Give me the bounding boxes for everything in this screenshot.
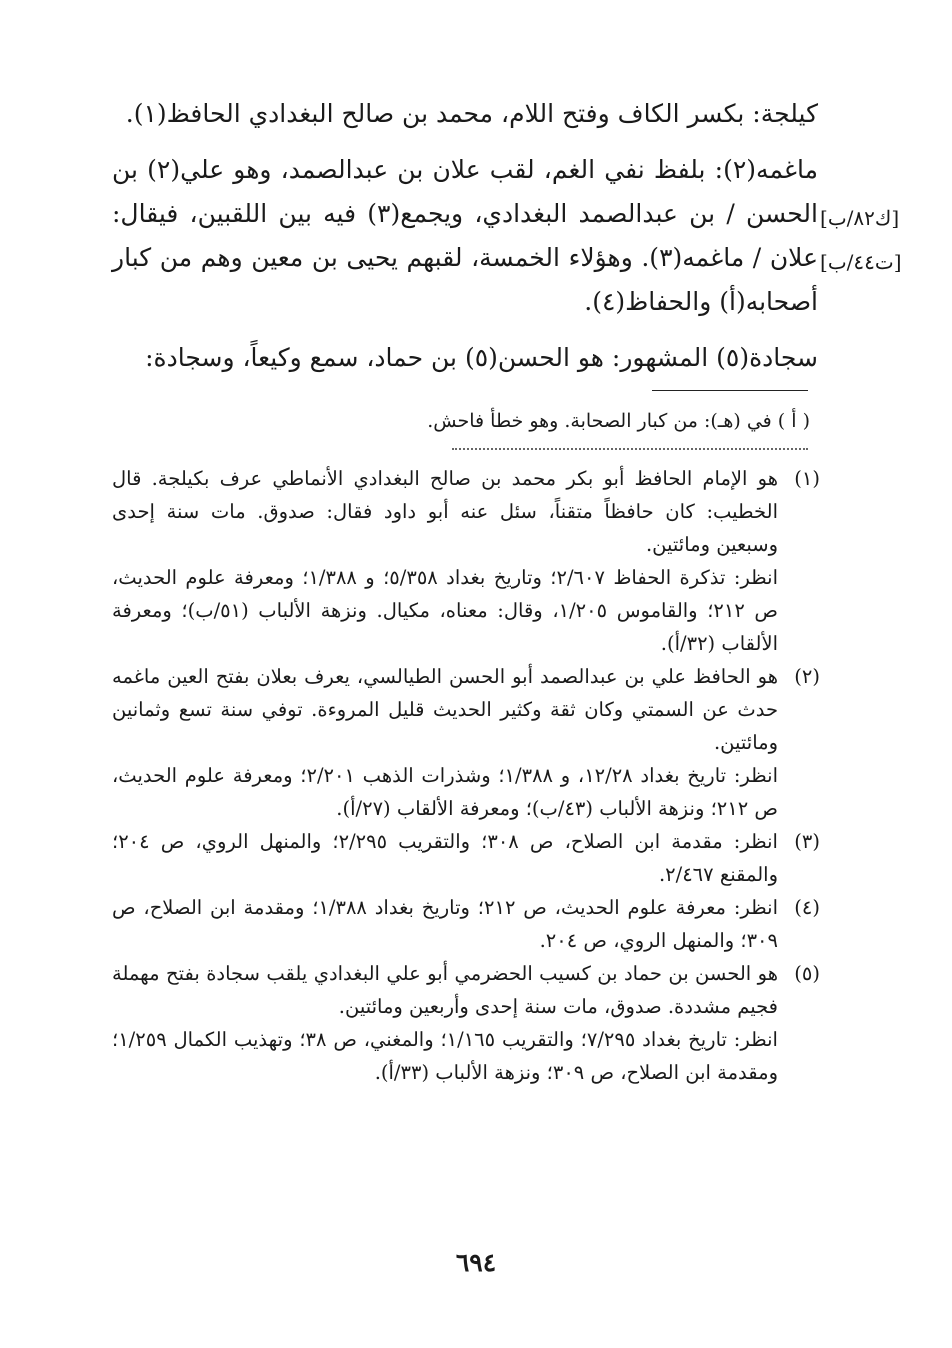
footnote-refs: انظر: مقدمة ابن الصلاح، ص ٣٠٨؛ والتقريب ٢/٢٩٥؛ والمنهل الروي، ص ٢٠٤؛ والمقنع ٢/٤٦٧. xyxy=(112,830,778,886)
footnote-number: (٣) xyxy=(794,830,820,853)
variant-note: ( أ ) في (هـ): من كبار الصحابة. وهو خطأ فاحش. xyxy=(427,410,810,432)
entry-sajjada: سجادة(٥) المشهور: هو الحسن(٥) بن حماد، سمع وكيعاً، وسجادة: xyxy=(145,343,818,372)
footnote-number: (٢) xyxy=(794,665,820,688)
footnote-number: (٥) xyxy=(794,962,820,985)
footnote xyxy=(112,660,820,825)
footnote-number: (٤) xyxy=(794,896,820,919)
entry-kilja: كيلجة: بكسر الكاف وفتح اللام، محمد بن صالح البغدادي الحافظ(١). xyxy=(125,99,818,128)
footnote-refs: انظر: معرفة علوم الحديث، ص ٢١٢؛ وتاريخ بغداد ١/٣٨٨؛ ومقدمة ابن الصلاح، ص ٣٠٩؛ والمنهل الروي، ص ٢٠٤. xyxy=(112,896,778,952)
footnote xyxy=(112,462,820,660)
footnote-text: هو الحسن بن حماد بن كسيب الحضرمي أبو علي البغدادي يلقب سجادة بفتح مهملة فجيم مشددة. صدوق، مات سنة إحدى وأربعين ومائتين. xyxy=(112,962,778,1018)
dotted-separator xyxy=(452,448,808,450)
footnote xyxy=(112,957,820,1089)
margin-ref-k: [ك٨٢/ب] xyxy=(820,206,900,230)
footnote-text: هو الإمام الحافظ أبو بكر محمد بن صالح البغدادي الأنماطي عرف بكيلجة. قال الخطيب: كان حافظاً متقناً، سئل عنه أبو داود فقال: صدوق. مات سنة إحدى وسبعين ومائتين. xyxy=(112,467,778,556)
footnote-refs: انظر: تاريخ بغداد ١٢/٢٨، و ١/٣٨٨؛ وشذرات الذهب ٢/٢٠١؛ ومعرفة علوم الحديث، ص ٢١٢؛ ونزهة الألباب (٤٣/ب)؛ ومعرفة الألقاب (٢٧/أ). xyxy=(112,764,778,820)
footnote xyxy=(112,891,820,957)
margin-ref-t: [ت٤٤/ب] xyxy=(820,250,902,274)
footnote-text: هو الحافظ علي بن عبدالصمد أبو الحسن الطيالسي، يعرف بعلان بفتح العين ماغمه حدث عن السمتي وكان ثقة وكثير الحديث قليل المروءة. توفي سنة تسع وثمانين ومائتين. xyxy=(112,665,778,754)
main-text xyxy=(112,92,818,392)
footnote-number: (١) xyxy=(794,467,820,490)
footnote-refs: انظر: تاريخ بغداد ٧/٢٩٥؛ والتقريب ١/١٦٥؛ والمغني، ص ٣٨؛ وتهذيب الكمال ١/٢٥٩؛ ومقدمة ابن الصلاح، ص ٣٠٩؛ ونزهة الألباب (٣٣/أ). xyxy=(112,1028,778,1084)
footnote-refs: انظر: تذكرة الحفاظ ٢/٦٠٧؛ وتاريخ بغداد ٥/٣٥٨؛ و ١/٣٨٨؛ ومعرفة علوم الحديث، ص ٢١٢؛ والقاموس ١/٢٠٥، وقال: معناه، مكيال. ونزهة الألباب (٥١/ب)؛ ومعرفة الألقاب (٣٢/أ). xyxy=(112,566,779,655)
footnote-separator xyxy=(652,390,808,391)
page-number: ٦٩٤ xyxy=(455,1248,497,1277)
margin-references xyxy=(820,196,920,284)
footnote xyxy=(112,825,820,891)
entry-maghammah: ماغمه(٢): بلفظ نفي الغم، لقب علان بن عبدالصمد، وهو علي(٢) بن الحسن / بن عبدالصمد البغدادي، ويجمع(٣) فيه بين اللقبين، فيقال: علان / ماغمه(٣). وهؤلاء الخمسة، لقبهم يحيى بن معين وهم من كبار أصحابه(أ) والحفاظ(٤). xyxy=(112,155,819,316)
footnotes xyxy=(112,462,820,1089)
